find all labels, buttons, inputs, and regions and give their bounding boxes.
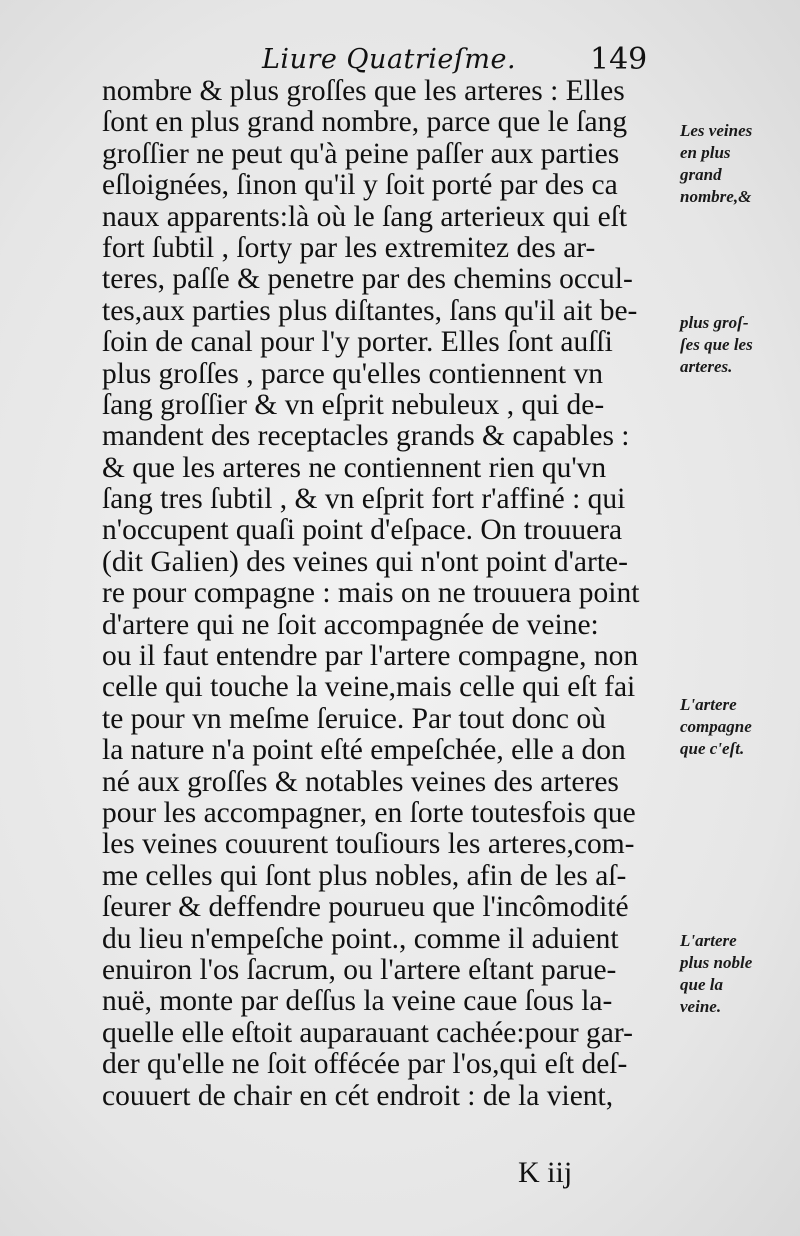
text-line: teres, paſſe & penetre par des chemins occul- (102, 263, 633, 296)
text-line: né aux groſſes & notables veines des arteres (102, 765, 619, 798)
margin-note-line: compagne (680, 717, 752, 736)
text-line: nombre & plus groſſes que les arteres : Elles (102, 75, 625, 107)
text-line: re pour compagne : mais on ne trouuera point (102, 577, 640, 610)
text-line: enuiron l'os ſacrum, ou l'artere eſtant parue- (102, 953, 617, 986)
page-number: 149 (590, 42, 648, 77)
margin-note-line: L'artere (680, 695, 737, 714)
margin-note-line: veine. (680, 997, 722, 1016)
text-line: ſeurer & deffendre pourueu que l'incômodité (102, 891, 629, 924)
text-line: pour les accompagner, en ſorte toutesfois que (102, 796, 636, 829)
margin-note-line: nombre,& (680, 187, 752, 206)
signature-mark: K iij (518, 1156, 573, 1189)
margin-note-veines (680, 120, 798, 208)
margin-note-line: grand (680, 165, 722, 184)
text-line: der qu'elle ne ſoit offécée par l'os,qui eſt deſ- (102, 1048, 628, 1081)
margin-note-line: que c'eſt. (680, 739, 745, 758)
text-line: tes,aux parties plus diſtantes, ſans qu'il ait be- (102, 294, 638, 327)
text-line: n'occupent quaſi point d'eſpace. On trouuera (102, 514, 623, 547)
text-line: la nature n'a point eſté empeſchée, elle a don (102, 734, 626, 767)
text-line: les veines couurent touſiours les arteres,com- (102, 828, 635, 861)
text-line: ſang groſſier & vn eſprit nebuleux , qui de- (102, 388, 605, 421)
text-line: quelle elle eſtoit auparauant cachée:pour gar- (102, 1016, 633, 1049)
margin-note-plus-grosses (680, 312, 798, 378)
text-line: te pour vn meſme ſeruice. Par tout donc où (102, 702, 606, 735)
text-line: mandent des receptacles grands & capables : (102, 420, 630, 453)
text-line: plus groſſes , parce qu'elles contiennent vn (102, 357, 603, 390)
body-text (102, 76, 677, 1112)
running-head: Liure Quatrieſme. (262, 44, 517, 75)
text-line: du lieu n'empeſche point., comme il aduient (102, 922, 619, 955)
text-line: d'artere qui ne ſoit accompagnée de veine: (102, 608, 599, 641)
text-line: ſoin de canal pour l'y porter. Elles ſont auſſi (102, 326, 613, 359)
text-line: groſſier ne peut qu'à peine paſſer aux parties (102, 137, 620, 170)
margin-note-line: ſes que les (680, 335, 753, 354)
text-line: (dit Galien) des veines qui n'ont point d'arte- (102, 545, 628, 578)
margin-note-line: en plus (680, 143, 731, 162)
margin-note-line: L'artere (680, 931, 737, 950)
margin-note-line: plus noble (680, 953, 753, 972)
margin-note-line: Les veines (680, 121, 753, 140)
margin-note-artere-noble (680, 930, 798, 1018)
margin-note-artere-compagne (680, 694, 798, 760)
text-line: ſont en plus grand nombre, parce que le ſang (102, 106, 628, 139)
text-line: & que les arteres ne contiennent rien qu'vn (102, 451, 607, 484)
margin-note-line: plus groſ- (680, 313, 749, 332)
text-line: naux apparents:là où le ſang arterieux qui eſt (102, 200, 628, 233)
text-line: celle qui touche la veine,mais celle qui eſt fai (102, 671, 636, 704)
text-line: couuert de chair en cét endroit : de la vient, (102, 1079, 614, 1112)
margin-note-line: que la (680, 975, 723, 994)
margin-note-line: arteres. (680, 357, 733, 376)
text-line: me celles qui ſont plus nobles, afin de les aſ- (102, 859, 627, 892)
text-line: eſloignées, ſinon qu'il y ſoit porté par des ca (102, 169, 618, 202)
text-line: ou il faut entendre par l'artere compagne, non (102, 640, 639, 673)
text-line: fort ſubtil , ſorty par les extremitez des ar- (102, 231, 596, 264)
text-line: nuë, monte par deſſus la veine caue ſous la- (102, 985, 613, 1018)
text-line: ſang tres ſubtil , & vn eſprit fort r'affiné : qui (102, 483, 626, 516)
